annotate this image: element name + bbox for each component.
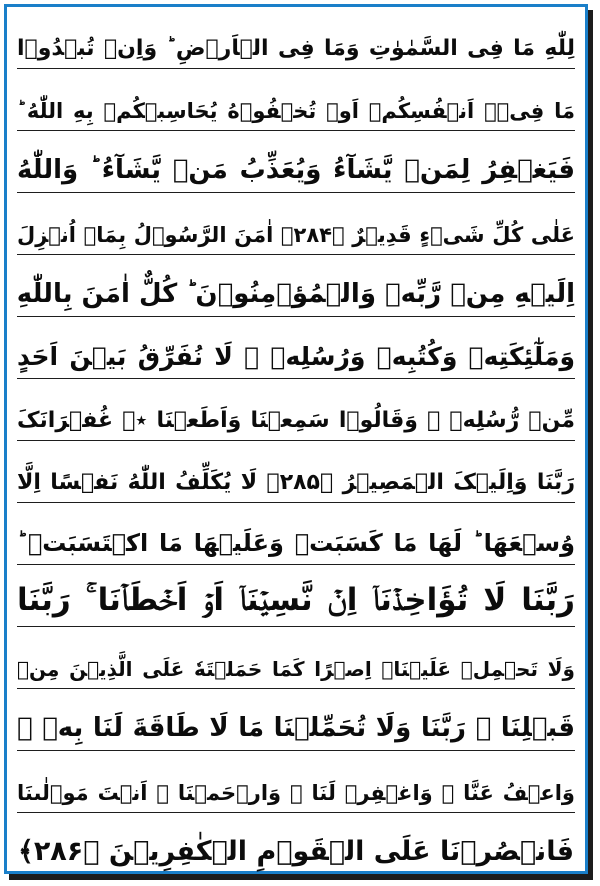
line-text-14: فَانۡصُرۡنَا عَلَی الۡقَوۡمِ الۡکٰفِرِیۡنَ ﴿۲۸۶﴾: [18, 836, 575, 868]
text-line-2: [17, 69, 575, 131]
line-text-11: وَلَا تَحۡمِلۡ عَلَیۡنَاۤ اِصۡرًا کَمَا حَمَلۡتَهٗ عَلَی الَّذِیۡنَ مِنۡ: [17, 657, 575, 681]
line-text-2: مَا فِیۡۤ اَنۡفُسِکُمۡ اَوۡ تُخۡفُوۡهُ یُحَاسِبۡکُمۡ بِهِ اللّٰهُ ؕ: [17, 98, 575, 123]
text-line-11: [17, 627, 575, 689]
line-text-4: عَلٰی کُلِّ شَیۡءٍ قَدِیۡرٌ ﴿۲۸۴﴾ اٰمَنَ الرَّسُوۡلُ بِمَاۤ اُنۡزِلَ: [17, 222, 575, 247]
line-text-6: وَمَلٰٓئِکَتِهٖ وَکُتُبِهٖ وَرُسُلِهٖ ۟ لَا نُفَرِّقُ بَیۡنَ اَحَدٍ: [17, 341, 575, 371]
line-text-1: لِلّٰهِ مَا فِی السَّمٰوٰتِ وَمَا فِی الۡاَرۡضِ ؕ وَاِنۡ تُبۡدُوۡا: [17, 35, 575, 61]
text-line-12: [17, 689, 575, 751]
text-line-5: [17, 255, 575, 317]
text-line-4: [17, 193, 575, 255]
line-text-12: قَبۡلِنَا ۚ رَبَّنَا وَلَا تُحَمِّلۡنَا مَا لَا طَاقَةَ لَنَا بِهٖ ۚ: [17, 712, 575, 743]
page-frame: [4, 4, 588, 874]
line-text-9: وُسۡعَهَا ؕ لَهَا مَا کَسَبَتۡ وَعَلَیۡهَا مَا اکۡتَسَبَتۡ ؕ: [17, 529, 575, 557]
text-line-13: [17, 751, 575, 813]
line-text-7: مِّنۡ رُّسُلِهٖ ۟ وَقَالُوۡا سَمِعۡنَا وَاَطَعۡنَا ٭۫ غُفۡرَانَکَ: [17, 407, 575, 433]
text-lines: [17, 7, 575, 871]
text-line-10: [17, 565, 575, 627]
text-line-6: [17, 317, 575, 379]
line-text-3: فَیَغۡفِرُ لِمَنۡ یَّشَآءُ وَیُعَذِّبُ مَنۡ یَّشَآءُ ؕ وَاللّٰهُ: [17, 154, 575, 185]
text-line-7: [17, 379, 575, 441]
text-line-14: [17, 813, 575, 875]
text-line-1: [17, 7, 575, 69]
text-line-3: [17, 131, 575, 193]
line-text-13: وَاعۡفُ عَنَّا ٝ وَاغۡفِرۡ لَنَا ٝ وَارۡحَمۡنَا ٝ اَنۡتَ مَوۡلٰىنَا: [17, 780, 575, 805]
text-line-9: [17, 503, 575, 565]
text-line-8: [17, 441, 575, 503]
line-text-8: رَبَّنَا وَاِلَیۡکَ الۡمَصِیۡرُ ﴿۲۸۵﴾ لَا یُکَلِّفُ اللّٰهُ نَفۡسًا اِلَّا: [17, 469, 575, 495]
line-text-5: اِلَیۡهِ مِنۡ رَّبِّهٖ وَالۡمُؤۡمِنُوۡنَ ؕ کُلٌّ اٰمَنَ بِاللّٰهِ: [16, 278, 575, 309]
line-text-10: رَبَّنَا لَا تُؤَاخِذۡنَاۤ اِنۡ نَّسِیۡنَاۤ اَوۡ اَخۡطَاۡنَا ۚ رَبَّنَا: [17, 582, 575, 619]
